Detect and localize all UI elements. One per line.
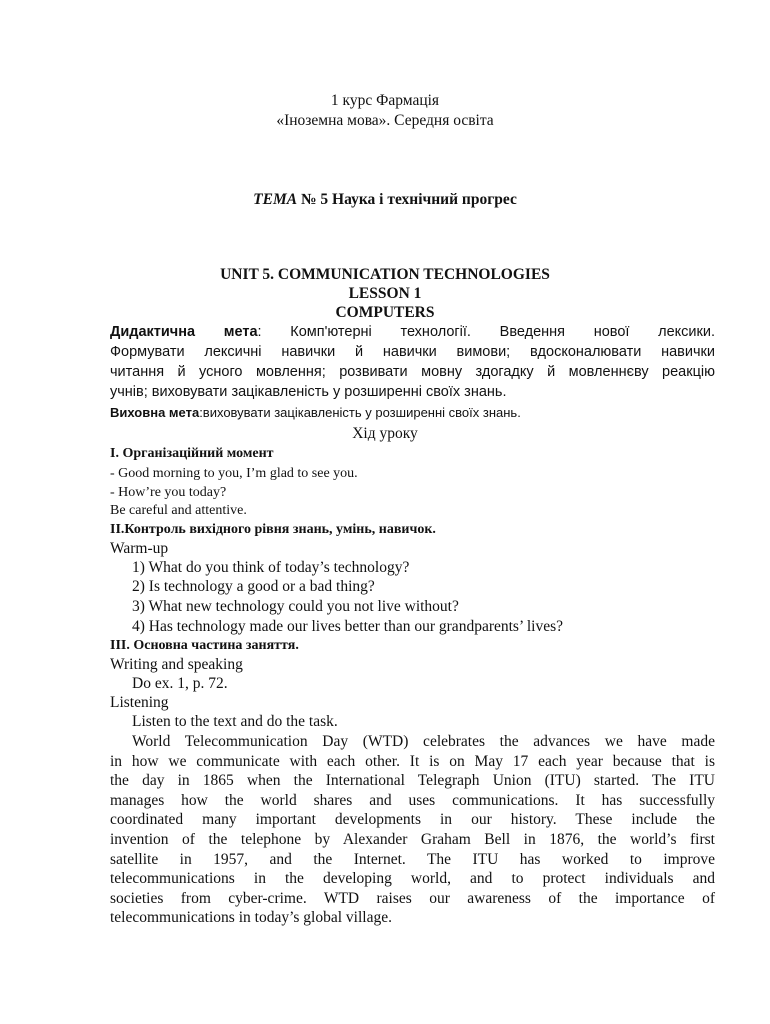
text-line-2: in how we communicate with each other. It is on May 17 each year because that is — [110, 753, 715, 770]
section-3-title: ІІІ. Основна частина заняття. — [110, 638, 299, 653]
text-line-9: societies from cyber-crime. WTD raises our awareness of the importance of — [110, 890, 715, 907]
lesson-flow-heading: Хід уроку — [352, 425, 418, 442]
text-line-5: coordinated many important developments in our history. These include the — [110, 811, 715, 828]
educational-label: Виховна мета — [110, 405, 200, 420]
text-line-8: telecommunications in the developing world, and to protect individuals and — [110, 870, 715, 887]
unit-title: UNIT 5. COMMUNICATION TECHNOLOGIES — [220, 266, 550, 283]
greeting-line-1: - Good morning to you, I’m glad to see you. — [110, 466, 358, 481]
writing-heading: Writing and speaking — [110, 656, 243, 673]
didactic-line-1 — [110, 324, 715, 340]
task-line: Listen to the text and do the task. — [132, 713, 338, 730]
educational-goal — [110, 405, 715, 420]
question-4: 4) Has technology made our lives better than our grandparents’ lives? — [132, 618, 563, 635]
greeting-line-3: Be careful and attentive. — [110, 503, 247, 518]
text-line-6: invention of the telephone by Alexander Graham Bell in 1876, the world’s first — [110, 831, 715, 848]
didactic-label: Дидактична мета — [110, 324, 258, 340]
exercise-line: Do ex. 1, p. 72. — [132, 675, 228, 692]
text-line-4: manages how the world shares and uses communications. It has successfully — [110, 792, 715, 809]
section-1-title: І. Організаційний момент — [110, 446, 274, 461]
topic-title: COMPUTERS — [335, 304, 435, 321]
text-line-1: World Telecommunication Day (WTD) celebrates the advances we have made — [132, 733, 715, 750]
text-line-10: telecommunications in today’s global village. — [110, 909, 392, 926]
warmup-heading: Warm-up — [110, 540, 169, 557]
listening-heading: Listening — [110, 694, 169, 711]
theme-text: № 5 Наука і технічний прогрес — [297, 191, 517, 208]
lesson-title: LESSON 1 — [348, 285, 422, 302]
didactic-line-3: читання й усного мовлення; розвивати мовну здогадку й мовленнєву реакцію — [110, 364, 715, 380]
text-line-3: the day in 1865 when the International Telegraph Union (ITU) started. The ITU — [110, 772, 715, 789]
course-line: 1 курс Фармація — [330, 92, 440, 109]
educational-text: :виховувати зацікавленість у розширенні своїх знань. — [199, 405, 521, 420]
didactic-line-4: учнів; виховувати зацікавленість у розширенні своїх знань. — [110, 384, 507, 400]
theme-label: ТЕМА — [253, 191, 298, 208]
didactic-text-1: : Комп'ютерні технології. Введення нової лексики. — [257, 324, 715, 340]
subject-line: «Іноземна мова». Середня освіта — [276, 112, 494, 129]
didactic-line-2: Формувати лексичні навички й навички вимови; вдосконалювати навички — [110, 344, 715, 360]
text-line-7: satellite in 1957, and the Internet. The ITU has worked to improve — [110, 851, 715, 868]
question-3: 3) What new technology could you not live without? — [132, 598, 459, 615]
greeting-line-2: - How’re you today? — [110, 485, 227, 500]
theme-heading — [0, 191, 770, 209]
question-1: 1) What do you think of today’s technology? — [132, 559, 410, 576]
question-2: 2) Is technology a good or a bad thing? — [132, 578, 375, 595]
section-2-title: ІІ.Контроль вихідного рівня знань, умінь, навичок. — [110, 522, 436, 537]
